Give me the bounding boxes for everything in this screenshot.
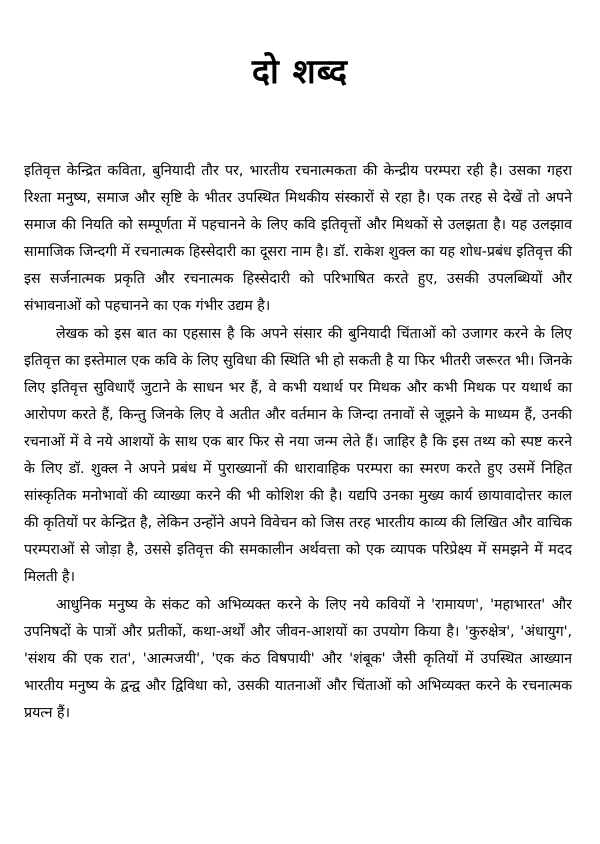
paragraph-1: इतिवृत्त केन्द्रित कविता, बुनियादी तौर पर, भारतीय रचनात्मकता की केन्द्रीय परम्परा रही है। उसका गहरा रिश्ता मनुष्य, समाज और सृष्टि के भीतर उपस्थित मिथकीय संस्कारों से रहा है। एक तरह से देखें तो अपने समाज की नियति को सम्पूर्णता में पहचानने के लिए कवि इतिवृत्तों और मिथकों से उलझता है। यह उलझाव सामाजिक जिन्दगी में रचनात्मक हिस्सेदारी का दूसरा नाम है। डॉ. राकेश शुक्ल का यह शोध-प्रबंध इतिवृत्त की इस सर्जनात्मक प्रकृति और रचनात्मक हिस्सेदारी को परिभाषित करते हुए, उसकी उपलब्धियों और संभावनाओं को पहचानने का एक गंभीर उद्यम है।	[24, 163, 572, 315]
page-title: दो शब्द	[251, 52, 349, 92]
body-text	[24, 158, 572, 727]
paragraph-2: लेखक को इस बात का एहसास है कि अपने संसार की बुनियादी चिंताओं को उजागर करने के लिए इतिवृत्त का इस्तेमाल एक कवि के लिए सुविधा की स्थिति भी हो सकती है या फिर भीतरी जरूरत भी। जिनके लिए इतिवृत्त सुविधाएँ जुटाने के साधन भर हैं, वे कभी यथार्थ पर मिथक और कभी मिथक पर यथार्थ का आरोपण करते हैं, किन्तु जिनके लिए वे अतीत और वर्तमान के जिन्दा तनावों से जूझने के माध्यम हैं, उनकी रचनाओं में वे नये आशयों के साथ एक बार फिर से नया जन्म लेते हैं। जाहिर है कि इस तथ्य को स्पष्ट करने के लिए डॉ. शुक्ल ने अपने प्रबंध में पुराख्यानों की धारावाहिक परम्परा का स्मरण करते हुए उसमें निहित सांस्कृतिक मनोभावों की व्याख्या करने की भी कोशिश की है। यद्यपि उनका मुख्य कार्य छायावादोत्तर काल की कृतियों पर केन्द्रित है, लेकिन उन्होंने अपने विवेचन को जिस तरह भारतीय काव्य की लिखित और वाचिक परम्पराओं से जोड़ा है, उससे इतिवृत्त की समकालीन अर्थवत्ता को एक व्यापक परिप्रेक्ष्य में समझने में मदद मिलती है।	[24, 325, 572, 586]
paragraph-3: आधुनिक मनुष्य के संकट को अभिव्यक्त करने के लिए नये कवियों ने 'रामायण', 'महाभारत' और उपनिषदों के पात्रों और प्रतीकों, कथा-अर्थों और जीवन-आशयों का उपयोग किया है। 'कुरुक्षेत्र', 'अंधायुग', 'संशय की एक रात', 'आत्मजयी', 'एक कंठ विषपायी' और 'शंबूक' जैसी कृतियों में उपस्थित आख्यान भारतीय मनुष्य के द्वन्द्व और द्विविधा को, उसकी यातनाओं और चिंताओं को अभिव्यक्त करने के रचनात्मक प्रयत्न हैं।	[24, 596, 572, 721]
